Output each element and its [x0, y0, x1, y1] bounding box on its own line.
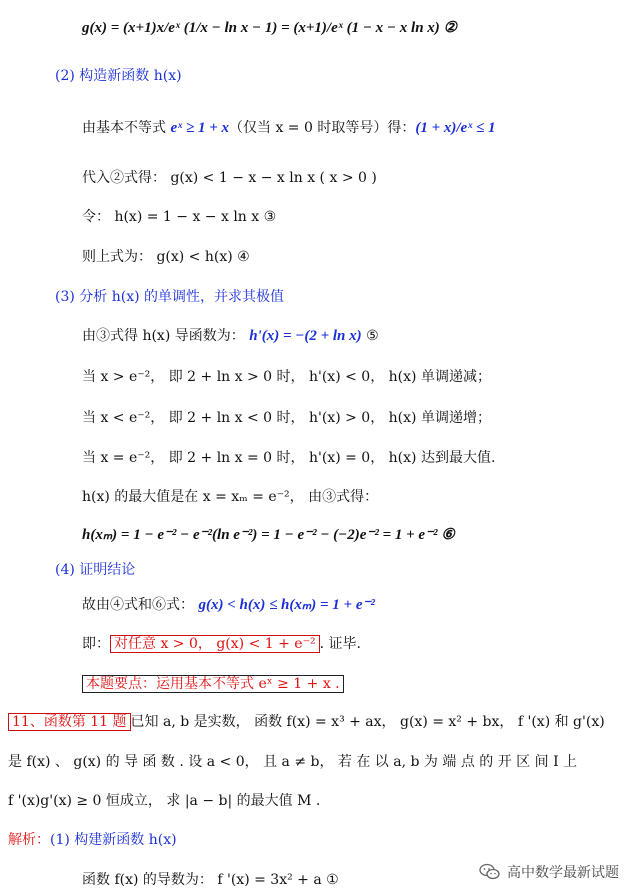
- derivative-line: [82, 326, 379, 346]
- solution-step-1: (1) 构建新函数 h(x): [50, 832, 177, 848]
- watermark: [479, 862, 619, 882]
- section-heading-2: (2) 构造新函数 h(x): [55, 68, 182, 84]
- text-fragment: 由③式得 h(x) 导函数为：: [82, 328, 250, 344]
- section-heading-3: (3) 分析 h(x) 的单调性，并求其极值: [55, 289, 285, 305]
- solution-heading-line: [8, 830, 177, 850]
- problem-number-box: 11、函数第 11 题: [8, 713, 131, 731]
- wechat-icon: [479, 863, 501, 881]
- f-derivative-line: 函数 f(x) 的导数为： f '(x) = 3x² + a ①: [82, 872, 339, 888]
- problem-statement-part3: f '(x)g'(x) ≥ 0 恒成立， 求 |a − b| 的最大值 M .: [8, 793, 321, 809]
- inequality-ex: eˣ ≥ 1 + x: [170, 120, 229, 136]
- key-point-box: 本题要点：运用基本不等式 eˣ ≥ 1 + x .: [82, 675, 344, 693]
- conclusion-boxed: 对任意 x > 0， g(x) < 1 + e⁻²: [110, 635, 320, 653]
- inequality-fraction: (1 + x)/eˣ ≤ 1: [415, 120, 496, 136]
- problem-11-line: [8, 712, 605, 732]
- basic-inequality-line: [82, 118, 496, 138]
- define-h-line: 令： h(x) = 1 − x − x ln x ③: [82, 209, 277, 225]
- text-fragment: ⑤: [361, 328, 379, 344]
- section-heading-4: (4) 证明结论: [55, 562, 136, 578]
- case-increasing-line: 当 x < e⁻²， 即 2 + ln x < 0 时， h'(x) > 0， h(x) 单调递增；: [82, 410, 491, 426]
- max-location-line: h(x) 的最大值是在 x = xₘ = e⁻²， 由③式得：: [82, 489, 379, 505]
- derivative-expression: h'(x) = −(2 + ln x): [249, 328, 362, 344]
- key-point-line: [82, 674, 344, 694]
- text-fragment: 即：: [82, 636, 110, 652]
- text-fragment: （仅当 x = 0 时取等号）得：: [229, 120, 416, 136]
- problem-statement-part2: 是 f(x) 、 g(x) 的 导 函 数 . 设 a < 0， 且 a ≠ b， 若 在 以 a, b 为 端 点 的 开 区 间 I 上: [8, 754, 578, 770]
- g-less-h-line: 则上式为： g(x) < h(x) ④: [82, 249, 250, 265]
- text-fragment: . 证毕.: [319, 636, 361, 652]
- case-decreasing-line: 当 x > e⁻²， 即 2 + ln x > 0 时， h'(x) < 0， h(x) 单调递减；: [82, 369, 491, 385]
- case-maximum-line: 当 x = e⁻²， 即 2 + ln x = 0 时， h'(x) = 0， h(x) 达到最大值.: [82, 450, 496, 466]
- equation-g-x-2: g(x) = (x+1)x/eˣ (1/x − ln x − 1) = (x+1)/eˣ (1 − x − x ln x) ②: [82, 20, 457, 36]
- substitute-line: 代入②式得： g(x) < 1 − x − x ln x ( x > 0 ): [82, 170, 377, 186]
- conclusion-line: [82, 634, 361, 654]
- conclusion-chain: g(x) < h(x) ≤ h(xₘ) = 1 + e⁻²: [198, 597, 375, 613]
- max-value-equation: h(xₘ) = 1 − e⁻² − e⁻²(ln e⁻²) = 1 − e⁻² − (−2)e⁻² = 1 + e⁻² ⑥: [82, 527, 455, 543]
- problem-statement-part1: 已知 a, b 是实数， 函数 f(x) = x³ + ax， g(x) = x² + bx， f '(x) 和 g'(x): [130, 714, 605, 730]
- text-fragment: 由基本不等式: [82, 120, 171, 136]
- text-fragment: 故由④式和⑥式：: [82, 597, 199, 613]
- conclusion-chain-line: [82, 595, 375, 615]
- watermark-text: 高中数学最新试题: [507, 865, 619, 881]
- solution-label: 解析：: [8, 832, 50, 848]
